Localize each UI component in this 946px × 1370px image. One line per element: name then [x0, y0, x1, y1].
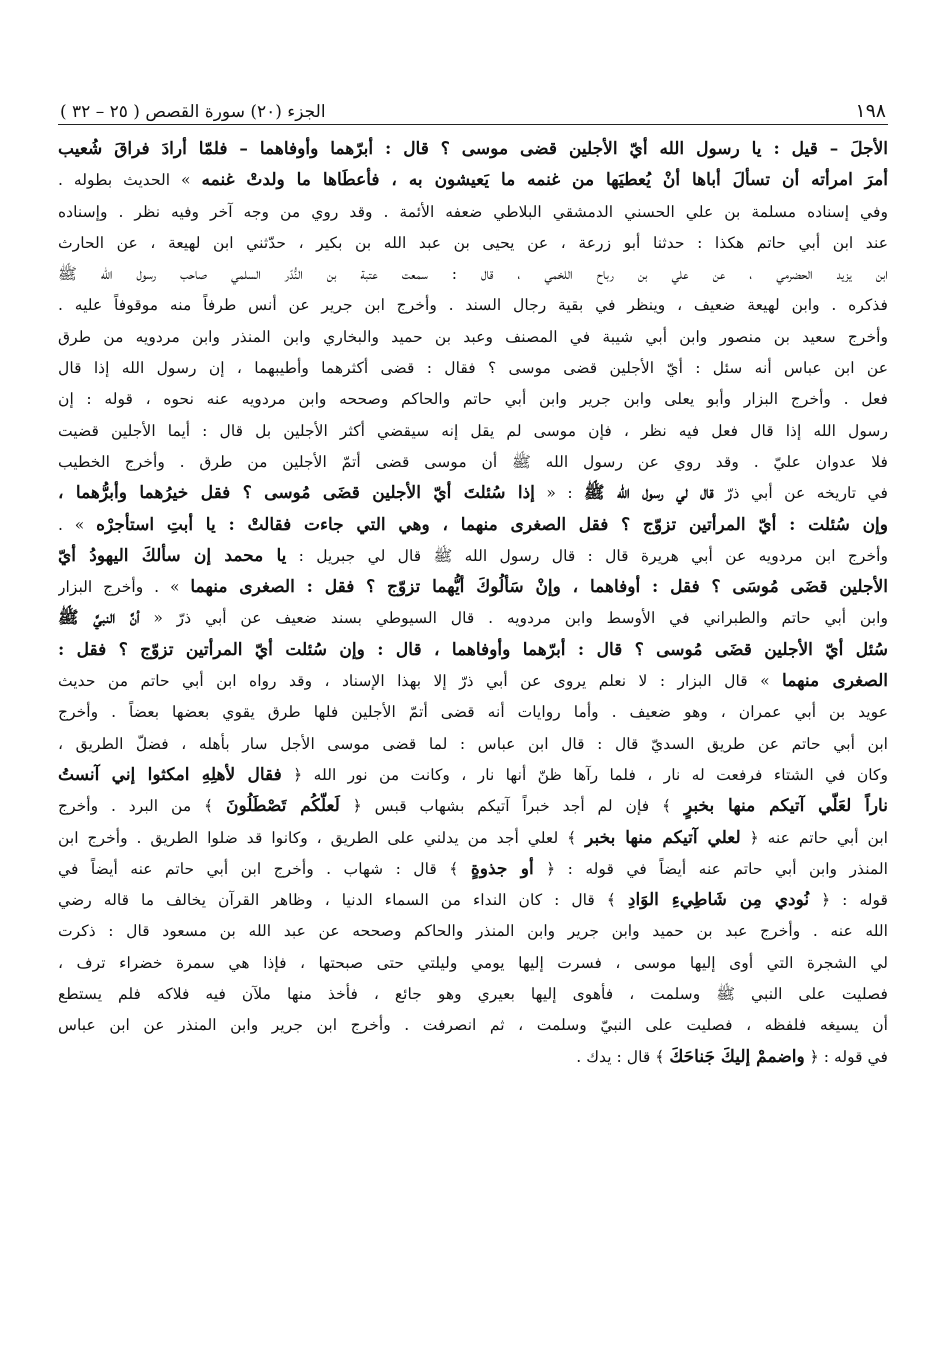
text-segment: وأخرج سعيد بن منصور وابن أبي شيبة في المصنف وعبد بن حميد والبخاري وابن المنذر وابن مردويه من طرق [58, 327, 888, 346]
text-segment: ابن أبي حاتم عن طريق السديّ قال : قال ابن عباس : لما قضى موسى الأجل سار بأهله ، فضلّ الطريق ، [58, 734, 888, 753]
emphasized-text: فقال لأهلِهِ امكثوا إني آنستُ [58, 764, 282, 785]
text-segment: : « [534, 484, 585, 503]
text-line [58, 1010, 888, 1041]
text-line [58, 823, 888, 854]
text-segment: ﴾ قال : يدك . [576, 1047, 670, 1066]
text-segment: فصليت على النبي ﷺ وسلمت ، فأهوى إليها بعيري وهو جائع ، فأخذ منها ملآن فيه فلاكه فلم يستطع [58, 985, 888, 1004]
emphasized-text: ناراً لعَلّي آتيكم منها بخبرٍ [684, 796, 888, 817]
text-segment: وأخرج ابن مردويه عن أبي هريرة قال : قال رسول الله ﷺ قال لي جبريل : [286, 546, 888, 565]
text-segment: عن ابن عباس أنه سئل : أيّ الأجلين قضى موسى ؟ فقال : قضى أكثرهما وأطيبهما ، إن رسول الله إذا قال [58, 359, 888, 378]
text-segment: قوله : ﴿ [809, 891, 888, 910]
emphasized-text: سُئل أيّ الأجلين قضَى مُوسى ؟ قال : أبرّهما وأوفاهما ، قال : وإن سُئلت أيّ المرأتين تزوّج ؟ فقل : [58, 639, 888, 660]
text-segment: وفي إسناده مسلمة بن علي الحسني الدمشقي البلاطي ضعفه الأئمة . وقد روي من وجه آخر وفيه نظر . وإسناده [58, 202, 888, 221]
text-line [58, 541, 888, 572]
text-segment: ابن أبي حاتم عنه ﴿ [740, 828, 888, 847]
text-line [58, 948, 888, 979]
text-line [58, 885, 888, 916]
text-line [58, 666, 888, 697]
text-segment: في قوله : ﴿ [804, 1047, 888, 1066]
text-segment: رسول الله إذا قال فعل فيه نظر ، فإن موسى لم يقل إنه سيقضي أكثر الأجلين بل قال : أيما الأجلين قضيت [58, 421, 888, 440]
text-line [58, 416, 888, 447]
emphasized-text: إذا سُئلتَ أيّ الأجلين قضَى مُوسى ؟ فقل خيرُهما وأبرُّهما ، [58, 483, 535, 504]
text-line [58, 197, 888, 228]
emphasized-text: أنَّ النبيَّ ﷺ [58, 608, 140, 629]
text-line [58, 478, 888, 509]
text-segment: المنذر وابن أبي حاتم عنه أيضاً في قوله : ﴿ [533, 859, 888, 878]
text-segment: ﴾ قال : كان النداء من السماء الدنيا ، وظاهر القرآن يخالف ما قاله رضي [58, 891, 628, 910]
text-segment: ابن يزيد الحضرمي ، عن علي بن رباح اللخمي ، قال : سمعت عتبة بن النُّدّر السلمي صاحب رسول الله ﷺ [58, 265, 888, 284]
text-line [58, 1042, 888, 1073]
emphasized-text: يا محمد إن سألكَ اليهودُ أيّ [58, 545, 287, 566]
emphasized-text: الأجلَ – قيل : يا رسول الله أيّ الأجلين قضى موسى ؟ قال : أبرّهما وأوفاهما – فلمّا أرادَ فراقَ شُعيب [58, 139, 888, 159]
text-segment: الله عنه . وأخرج عبد بن حميد وابن جرير وابن المنذر والحاكم وصححه عن عبد الله بن مسعود قال : ذكرت [58, 922, 888, 941]
text-segment: وابن أبي حاتم والطبراني في الأوسط وابن مردويه . قال السيوطي بسند ضعيف عن أبي ذرّ « [139, 609, 888, 628]
text-line [58, 603, 888, 634]
emphasized-text: أمرَ امرأته أن تسألَ أباها أنْ يُعطيَها من غنمه ما يَعيشون به ، فأعطَاها ما ولدتْ غنمه [201, 170, 888, 191]
text-line [58, 572, 888, 603]
text-segment: ﴾ لعلي أجد من يدلني على الطريق ، وكانوا قد ضلوا الطريق . وأخرج ابن [58, 828, 586, 847]
emphasized-text: الصغرى منهما [782, 671, 888, 692]
text-line [58, 447, 888, 478]
running-title: الجزء (٢٠) سورة القصص ( ٢٥ – ٣٢ ) [60, 102, 326, 122]
text-line [58, 384, 888, 415]
text-line [58, 290, 888, 321]
text-line [58, 228, 888, 259]
emphasized-text: نُودي مِن شَاطِيءِ الوَادِ [627, 890, 810, 911]
emphasized-text: لَعلّكُم تَصْطَلُونَ [226, 796, 340, 817]
emphasized-text: واضممْ إليكَ جَناحَكَ [669, 1046, 805, 1067]
page-number: ١٩٨ [855, 100, 886, 122]
emphasized-text: لعلي آتيكم منها بخبر [585, 827, 741, 848]
text-segment: عند ابن أبي حاتم هكذا : حدثنا أبو زرعة ، عن يحيى بن عبد الله بن بكير ، حدّثني ابن لهيعة ، عن الحارث [58, 233, 888, 252]
text-segment: لي الشجرة التي أوى إليها موسى ، فسرت إليها يومي وليلتي حتى صبحتها ، فإذا هي سمرة خضراء ترف ، [58, 953, 888, 972]
emphasized-text: الأجلين قضَى مُوسَى ؟ فقل : أوفاهما ، وإنْ سَألُوكَ أيُّهما تزوّج ؟ فقل : الصغرى منهما [190, 577, 888, 598]
text-segment: ﴾ من البرد . وأخرج [58, 797, 227, 816]
text-line [58, 165, 888, 196]
text-segment: في تاريخه عن أبي ذرّ [713, 484, 888, 503]
text-segment: فذكره . وابن لهيعة ضعيف ، وينظر في بقية رجال السند . وأخرج ابن جرير عن أنس طرفاً منه موقوفاً عليه . [58, 296, 888, 315]
text-line [58, 979, 888, 1010]
text-line [58, 854, 888, 885]
text-line [58, 134, 888, 165]
text-segment: ﴾ قال : شهاب . وأخرج ابن أبي حاتم عنه أيضاً في [58, 859, 471, 878]
text-line [58, 322, 888, 353]
emphasized-text: أو جذوةٍ [470, 858, 534, 879]
text-segment: فعل . وأخرج البزار وأبو يعلى وابن جرير وابن أبي حاتم والحاكم وصححه وابن مردويه عنه نحوه ، قوله : إن [58, 390, 888, 409]
commentary-text [58, 134, 888, 1073]
text-line [58, 916, 888, 947]
text-segment: » قال البزار : لا نعلم يروى عن أبي ذرّ إلا بهذا الإسناد ، وقد رواه ابن أبي حاتم من حديث [58, 672, 783, 691]
text-segment: عويد بن أبي عمران ، وهو ضعيف . وأما روايات أنه قضى أتمّ الأجلين فلها طرق يقوي بعضها بعضاً . وأخرج [58, 703, 888, 722]
text-segment: » . وأخرج البزار [58, 578, 191, 597]
text-line [58, 697, 888, 728]
text-line [58, 635, 888, 666]
text-line [58, 259, 888, 290]
text-line [58, 729, 888, 760]
text-segment: » . [58, 515, 97, 534]
emphasized-text: قال لي رسول الله ﷺ [584, 483, 714, 504]
text-segment: فلا عدوان عليّ . وقد روي عن رسول الله ﷺ أن موسى قضى أتمّ الأجلين من طرق . وأخرج الخطيب [58, 452, 888, 471]
text-segment: أن يسيغه فلفظه ، فصليت على النبيّ وسلمت ، ثم انصرفت . وأخرج ابن جرير وابن المنذر عن ابن عباس [58, 1016, 888, 1035]
text-line [58, 510, 888, 541]
running-header [60, 92, 886, 122]
text-segment: ﴾ فإن لم أجد خبراً آتيكم بشهاب قبس ﴿ [339, 797, 684, 816]
text-segment: » الحديث بطوله . [58, 171, 202, 190]
text-line [58, 353, 888, 384]
text-segment: وكان في الشتاء فرفعت له نار ، فلما رآها ظنّ أنها نار ، وكانت من نور الله ﴿ [281, 765, 888, 784]
emphasized-text: وإن سُئلت : أيّ المرأتين تزوّج ؟ فقل الصغرى منهما ، وهي التي جاءت فقالتْ : يا أبتِ استأجرْه [96, 514, 888, 535]
text-line [58, 760, 888, 791]
text-line [58, 791, 888, 822]
header-rule [58, 124, 888, 125]
